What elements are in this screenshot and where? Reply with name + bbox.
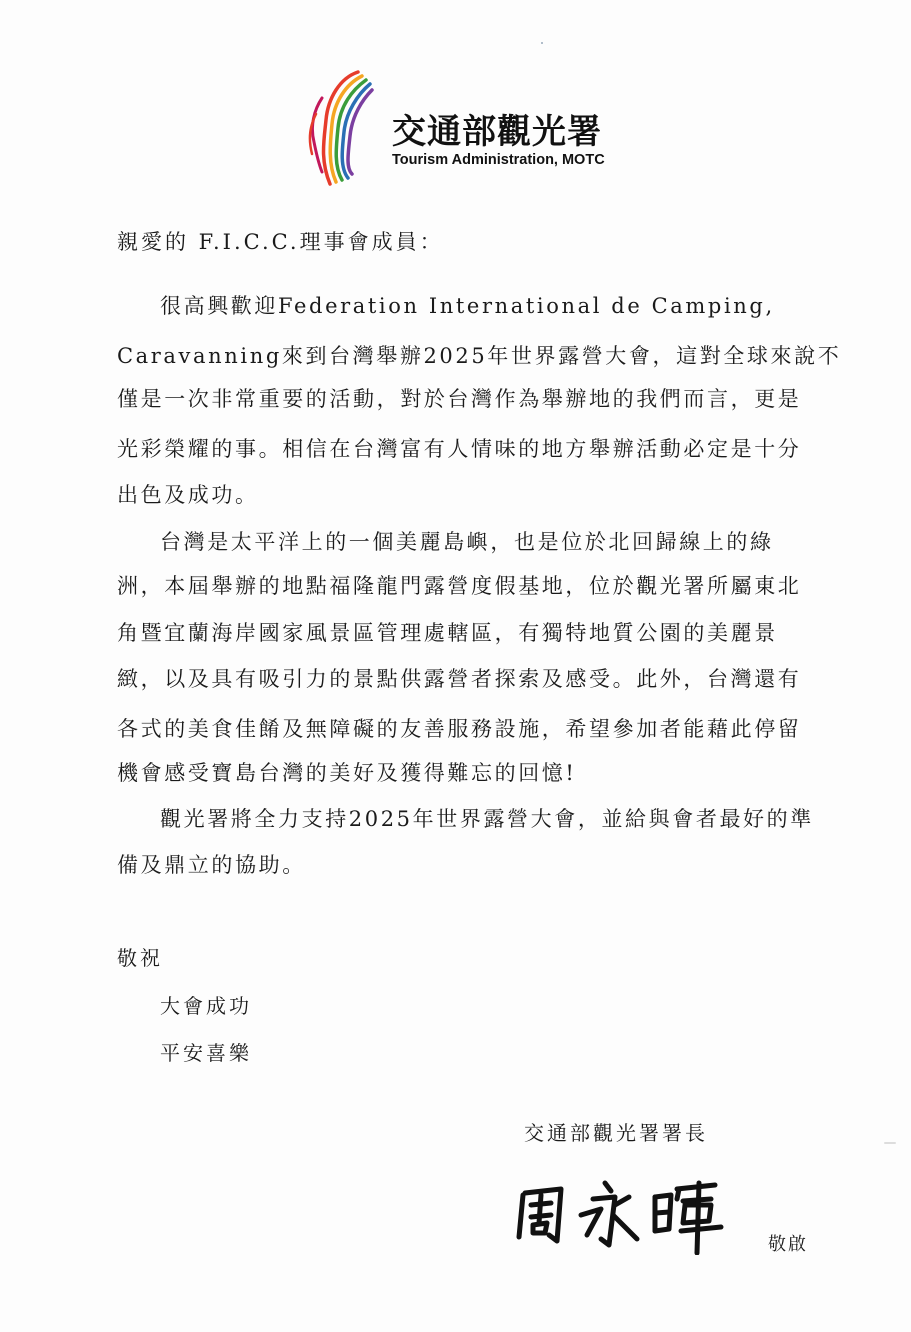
body-line: 出色及成功。 <box>117 483 259 507</box>
body-line: 觀光署將全力支持2025年世界露營大會，並給與會者最好的準 <box>160 807 814 831</box>
scan-speck <box>884 1142 896 1144</box>
body-line: Caravanning來到台灣舉辦2025年世界露營大會，這對全球來說不 <box>117 344 842 368</box>
closing-wish: 大會成功 <box>160 994 252 1018</box>
agency-name-en: Tourism Administration, MOTC <box>392 152 605 168</box>
body-line: 角暨宜蘭海岸國家風景區管理處轄區，有獨特地質公園的美麗景 <box>117 621 778 645</box>
body-line: 機會感受寶島台灣的美好及獲得難忘的回憶! <box>117 761 577 785</box>
agency-name-zh: 交通部觀光署 <box>392 112 602 152</box>
body-line: 僅是一次非常重要的活動，對於台灣作為舉辦地的我們而言，更是 <box>117 387 802 411</box>
body-line: 各式的美食佳餚及無障礙的友善服務設施，希望參加者能藉此停留 <box>117 717 802 741</box>
closing-wish: 平安喜樂 <box>160 1041 252 1065</box>
salutation: 親愛的 F.I.C.C.理事會成員： <box>117 230 444 254</box>
closing-greeting: 敬祝 <box>117 946 163 970</box>
taiwan-island-ribbon-logo-icon <box>300 68 380 188</box>
body-line: 光彩榮耀的事。相信在台灣富有人情味的地方舉辦活動必定是十分 <box>117 437 802 461</box>
body-line: 台灣是太平洋上的一個美麗島嶼，也是位於北回歸線上的綠 <box>160 530 774 554</box>
handwritten-signature <box>515 1175 730 1255</box>
signer-title: 交通部觀光署署長 <box>524 1121 708 1145</box>
respectfully-closing: 敬啟 <box>768 1234 808 1255</box>
scan-speck <box>541 42 543 44</box>
body-line: 備及鼎立的協助。 <box>117 853 306 877</box>
body-line: 洲，本屆舉辦的地點福隆龍門露營度假基地，位於觀光署所屬東北 <box>117 574 802 598</box>
letterhead <box>300 68 640 188</box>
body-line: 緻，以及具有吸引力的景點供露營者探索及感受。此外，台灣還有 <box>117 667 802 691</box>
body-line: 很高興歡迎Federation International de Camping, <box>160 294 775 318</box>
